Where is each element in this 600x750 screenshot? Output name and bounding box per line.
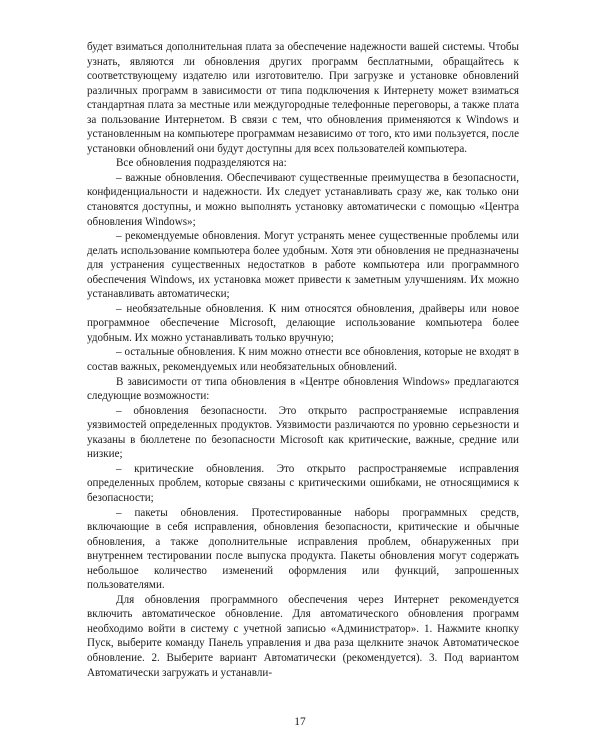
body-text bbox=[87, 40, 519, 680]
paragraph-4: – рекомендуемые обновления. Могут устранять менее существенные проблемы или делать использование компьютера более удобным. Хотя эти обновления не предназначены для устранения существенных недостатков в работе компьютера или программного обеспечения Windows, их установка может привести к заметным улучшениям. Их можно устанавливать автоматически; bbox=[87, 230, 519, 301]
paragraph-10: – пакеты обновления. Протестированные наборы программных средств, включающие в себя исправления, обновления безопасности, критические и обычные обновления, а также дополнительные исправления проблем, обнаруженных при внутреннем тестировании после выпуска продукта. Пакеты обновления могут содержать небольшое количество изменений оформления или функций, запрошенных пользователями. bbox=[87, 506, 519, 592]
paragraph-2: Все обновления подразделяются на: bbox=[116, 157, 287, 170]
paragraph-3: – важные обновления. Обеспечивают существенные преимущества в безопасности, конфиденциальности и надежности. Их следует устанавливать сразу же, как только они становятся доступны, и можно выполнять установку автоматически с помощью «Центра обновления Windows»; bbox=[87, 171, 519, 228]
page-number: 17 bbox=[294, 716, 306, 728]
paragraph-9: – критические обновления. Это открыто распространяемые исправления определенных проблем, которые связаны с критическими ошибками, не относящимися к безопасности; bbox=[87, 462, 519, 504]
paragraph-1: будет взиматься дополнительная плата за обеспечение надежности вашей системы. Чтобы узнать, являются ли обновления других программ бесплатными, обращайтесь к соответствующему издателю или изготовителю. При загрузке и установке обновлений различных программ в зависимости от типа подключения к Интернету может взиматься стандартная плата за местные или междугородные телефонные переговоры, а также плата за пользование Интернетом. В связи с тем, что обновления применяются к Windows и установленным на компьютере программам независимо от того, кто ими пользуется, после установки обновлений они будут доступны для всех пользователей компьютера. bbox=[87, 41, 519, 155]
paragraph-7: В зависимости от типа обновления в «Центре обновления Windows» предлагаются следующие возможности: bbox=[87, 375, 519, 403]
paragraph-11: Для обновления программного обеспечения через Интернет рекомендуется включить автоматическое обновление. Для автоматического обновления программ необходимо войти в систему с учетной записью «Администратор». 1. Нажмите кнопку Пуск, выберите команду Панель управления и два раза щелкните значок Автоматическое обновление. 2. Выберите вариант Автоматически (рекомендуется). 3. Под вариантом Автоматически загружать и устанавли- bbox=[87, 593, 519, 679]
paragraph-5: – необязательные обновления. К ним относятся обновления, драйверы или новое программное обеспечение Microsoft, делающие использование компьютера более удобным. Их можно устанавливать только вручную; bbox=[87, 302, 519, 344]
paragraph-6: – остальные обновления. К ним можно отнести все обновления, которые не входят в состав важных, рекомендуемых или необязательных обновлений. bbox=[87, 346, 519, 374]
paragraph-8: – обновления безопасности. Это открыто распространяемые исправления уязвимостей определенных продуктов. Уязвимости различаются по уровню серьезности и указаны в бюллетене по безопасности Microsoft как критические, важные, средние или низкие; bbox=[87, 404, 519, 461]
